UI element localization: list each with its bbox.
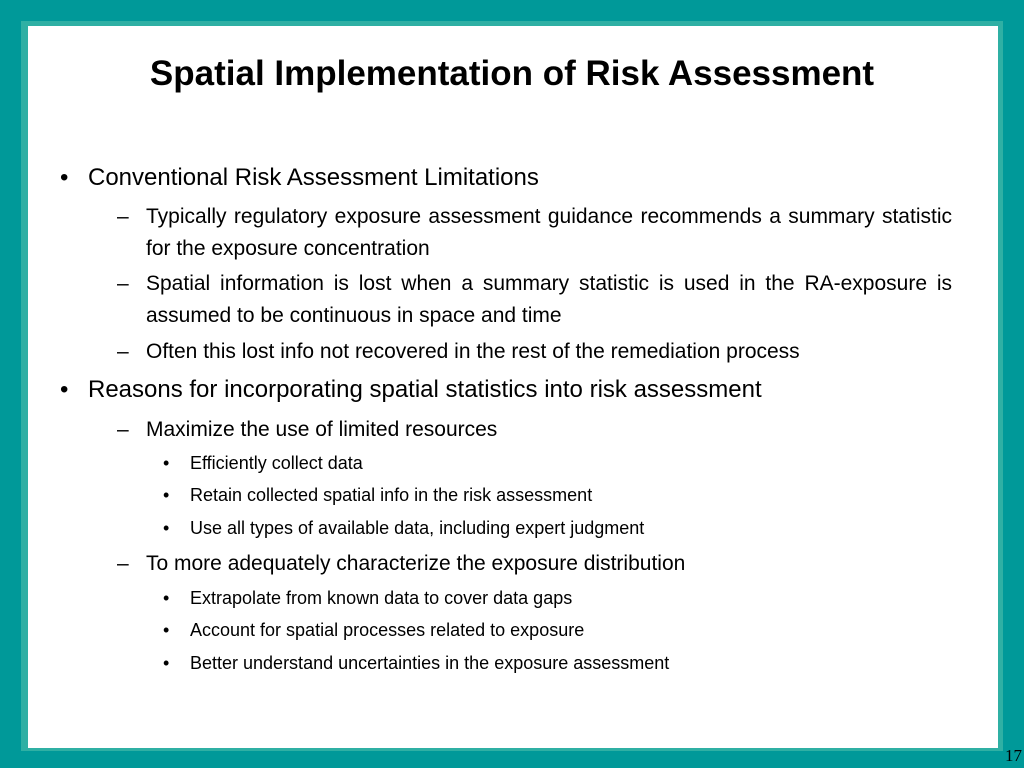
sub-sub-bullet-text: Use all types of available data, including expert judgment	[190, 518, 645, 538]
dash-marker: –	[117, 340, 129, 363]
bullet-marker: •	[163, 485, 170, 505]
sub-sub-bullet-text: Retain collected spatial info in the risk assessment	[190, 485, 593, 505]
dash-marker: –	[117, 418, 129, 441]
slide-title: Spatial Implementation of Risk Assessment	[149, 54, 875, 93]
bullet-marker: •	[163, 588, 170, 608]
bullet-marker: •	[60, 376, 69, 403]
bullet-marker: •	[163, 620, 170, 640]
sub-bullet-text: Maximize the use of limited resources	[146, 418, 498, 441]
bullet-marker: •	[163, 453, 170, 473]
bullet-marker: •	[163, 518, 170, 538]
bullet-marker: •	[60, 164, 69, 191]
sub-sub-bullet-text: Account for spatial processes related to exposure	[190, 620, 585, 640]
page-number: 17	[1005, 746, 1022, 765]
sub-bullet-text: Spatial information is lost when a summary statistic is used in the RA-exposure is assumed to be continuous in space and time	[146, 272, 952, 327]
dash-marker: –	[117, 205, 129, 228]
sub-bullet-text: To more adequately characterize the exposure distribution	[146, 552, 686, 575]
sub-sub-bullet-text: Better understand uncertainties in the exposure assessment	[190, 653, 670, 673]
sub-bullet-text: Typically regulatory exposure assessment guidance recommends a summary statistic for the exposure concentration	[146, 205, 952, 260]
bullet-text: Reasons for incorporating spatial statistics into risk assessment	[88, 376, 762, 403]
sub-sub-bullet-text: Extrapolate from known data to cover data gaps	[190, 588, 573, 608]
dash-marker: –	[117, 552, 129, 575]
sub-sub-bullet-text: Efficiently collect data	[190, 453, 363, 473]
bullet-marker: •	[163, 653, 170, 673]
bullet-text: Conventional Risk Assessment Limitations	[88, 164, 539, 191]
dash-marker: –	[117, 272, 129, 295]
sub-bullet-text: Often this lost info not recovered in the rest of the remediation process	[146, 340, 800, 363]
